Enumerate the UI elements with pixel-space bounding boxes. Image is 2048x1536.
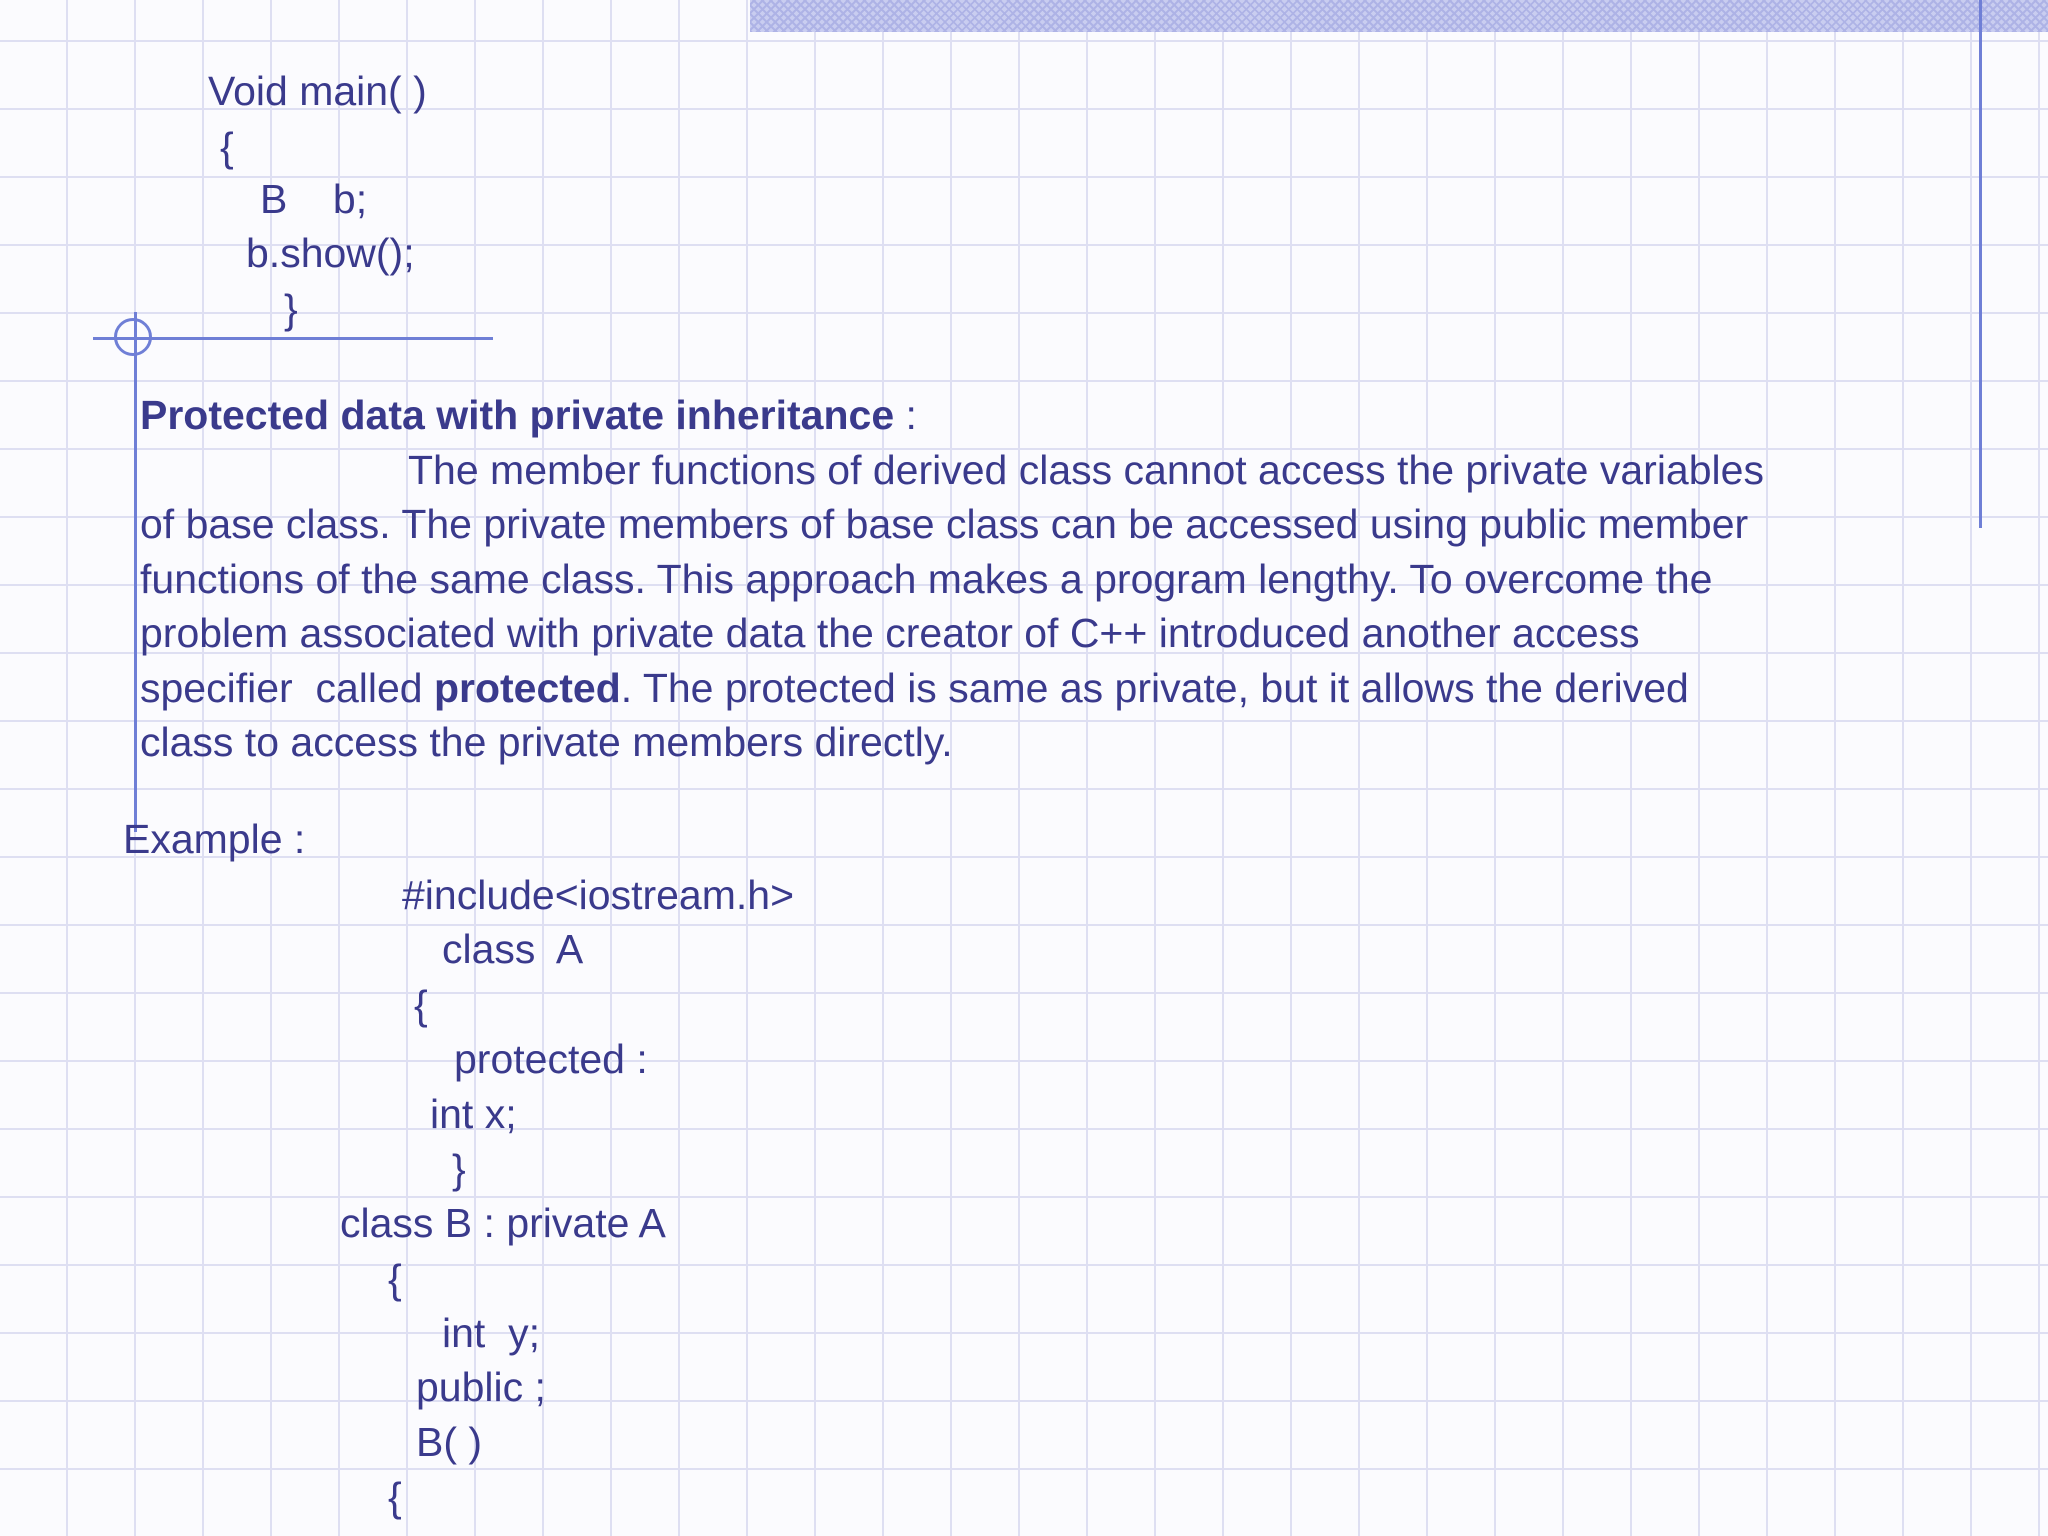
- section-heading-suffix: :: [894, 392, 917, 438]
- code-line: b.show();: [246, 230, 415, 276]
- section-heading-line: [140, 388, 2000, 443]
- code-line: Void main( ): [208, 68, 427, 114]
- code-line: {: [220, 124, 234, 170]
- paragraph-line: The member functions of derived class cannot access the private variables: [408, 446, 1764, 493]
- code-line: int y;: [442, 1310, 540, 1356]
- paragraph-text: . The protected is same as private, but it allows the derived: [620, 664, 1689, 711]
- paragraph-line: of base class. The private members of base class can be accessed using public member: [140, 501, 1749, 547]
- code-line: int x;: [430, 1091, 517, 1137]
- code-line: B b;: [260, 176, 368, 222]
- code-line: B( ): [416, 1419, 483, 1465]
- decorative-vertical-line-left: [134, 312, 137, 832]
- paragraph-text: specifier called: [140, 664, 434, 711]
- example-label: Example :: [123, 816, 306, 862]
- code-line: {: [414, 982, 428, 1028]
- code-line: #include<iostream.h>: [402, 872, 795, 918]
- paragraph-line: class to access the private members directly.: [140, 719, 953, 765]
- code-line: public ;: [416, 1364, 546, 1410]
- section-heading: Protected data with private inheritance: [140, 392, 895, 438]
- decorative-circle-icon: [114, 318, 152, 356]
- code-line: {: [388, 1256, 402, 1302]
- code-line: }: [452, 1146, 466, 1192]
- code-line: {: [388, 1474, 402, 1520]
- section-body: [140, 388, 2000, 770]
- paragraph-line: problem associated with private data the creator of C++ introduced another access: [140, 610, 1640, 656]
- code-line: protected :: [454, 1036, 648, 1082]
- code-line: class B : private A: [340, 1200, 666, 1246]
- decorative-horizontal-line: [93, 337, 493, 340]
- keyword-protected: protected: [433, 664, 621, 711]
- paragraph-line: [140, 661, 2000, 716]
- decorative-top-band: [750, 0, 2048, 32]
- code-line: class A: [442, 926, 584, 972]
- paragraph-line: functions of the same class. This approach makes a program lengthy. To overcome the: [140, 555, 1713, 602]
- code-line: }: [284, 286, 298, 332]
